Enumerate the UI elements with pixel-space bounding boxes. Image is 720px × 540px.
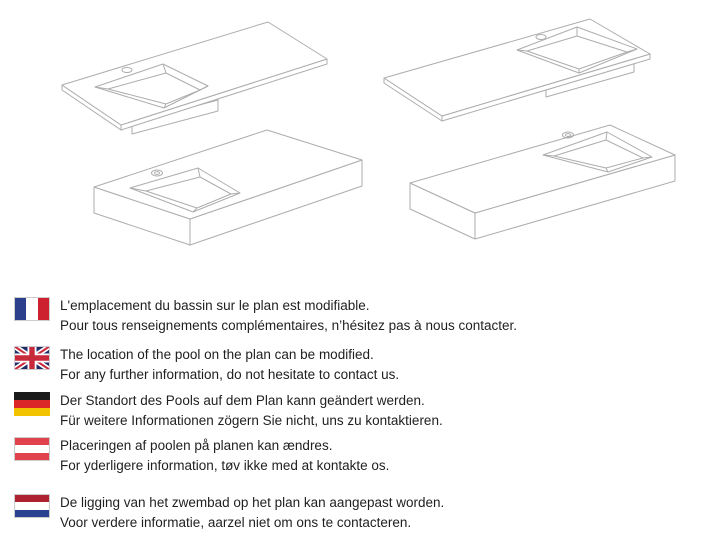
drawing-slim-countertop-basin-left [62,22,327,134]
german-line-1: Der Standort des Pools auf dem Plan kann geändert werden. [60,393,425,408]
germany-flag-icon [14,392,50,416]
france-flag-icon [14,297,50,321]
danish-line-2: For yderligere information, tøv ikke med at kontakte os. [60,458,390,473]
language-row-german [14,391,443,431]
french-line-2: Pour tous renseignements complémentaires, n’hésitez pas à nous contacter. [60,318,518,333]
german-line-2: Für weitere Informationen zögern Sie nicht, uns zu kontaktieren. [60,413,443,428]
drawing-slim-countertop-basin-right [384,19,650,121]
french-line-1: L'emplacement du bassin sur le plan est modifiable. [60,298,370,313]
english-line-1: The location of the pool on the plan can be modified. [60,347,374,362]
drawing-thick-countertop-basin-left [94,130,362,245]
drawing-thick-countertop-basin-right [410,125,675,239]
dutch-line-2: Voor verdere informatie, aarzel niet om ons te contacteren. [60,515,412,530]
language-row-french [14,296,517,336]
united-kingdom-flag-icon [14,346,50,370]
language-row-danish [14,436,389,476]
austria-flag-icon [14,437,50,461]
dutch-line-1: De ligging van het zwembad op het plan kan aangepast worden. [60,495,445,510]
english-line-2: For any further information, do not hesitate to contact us. [60,367,400,382]
language-row-dutch [14,493,444,533]
danish-line-1: Placeringen af poolen på planen kan ændres. [60,438,333,453]
netherlands-flag-icon [14,494,50,518]
language-row-english [14,345,399,385]
